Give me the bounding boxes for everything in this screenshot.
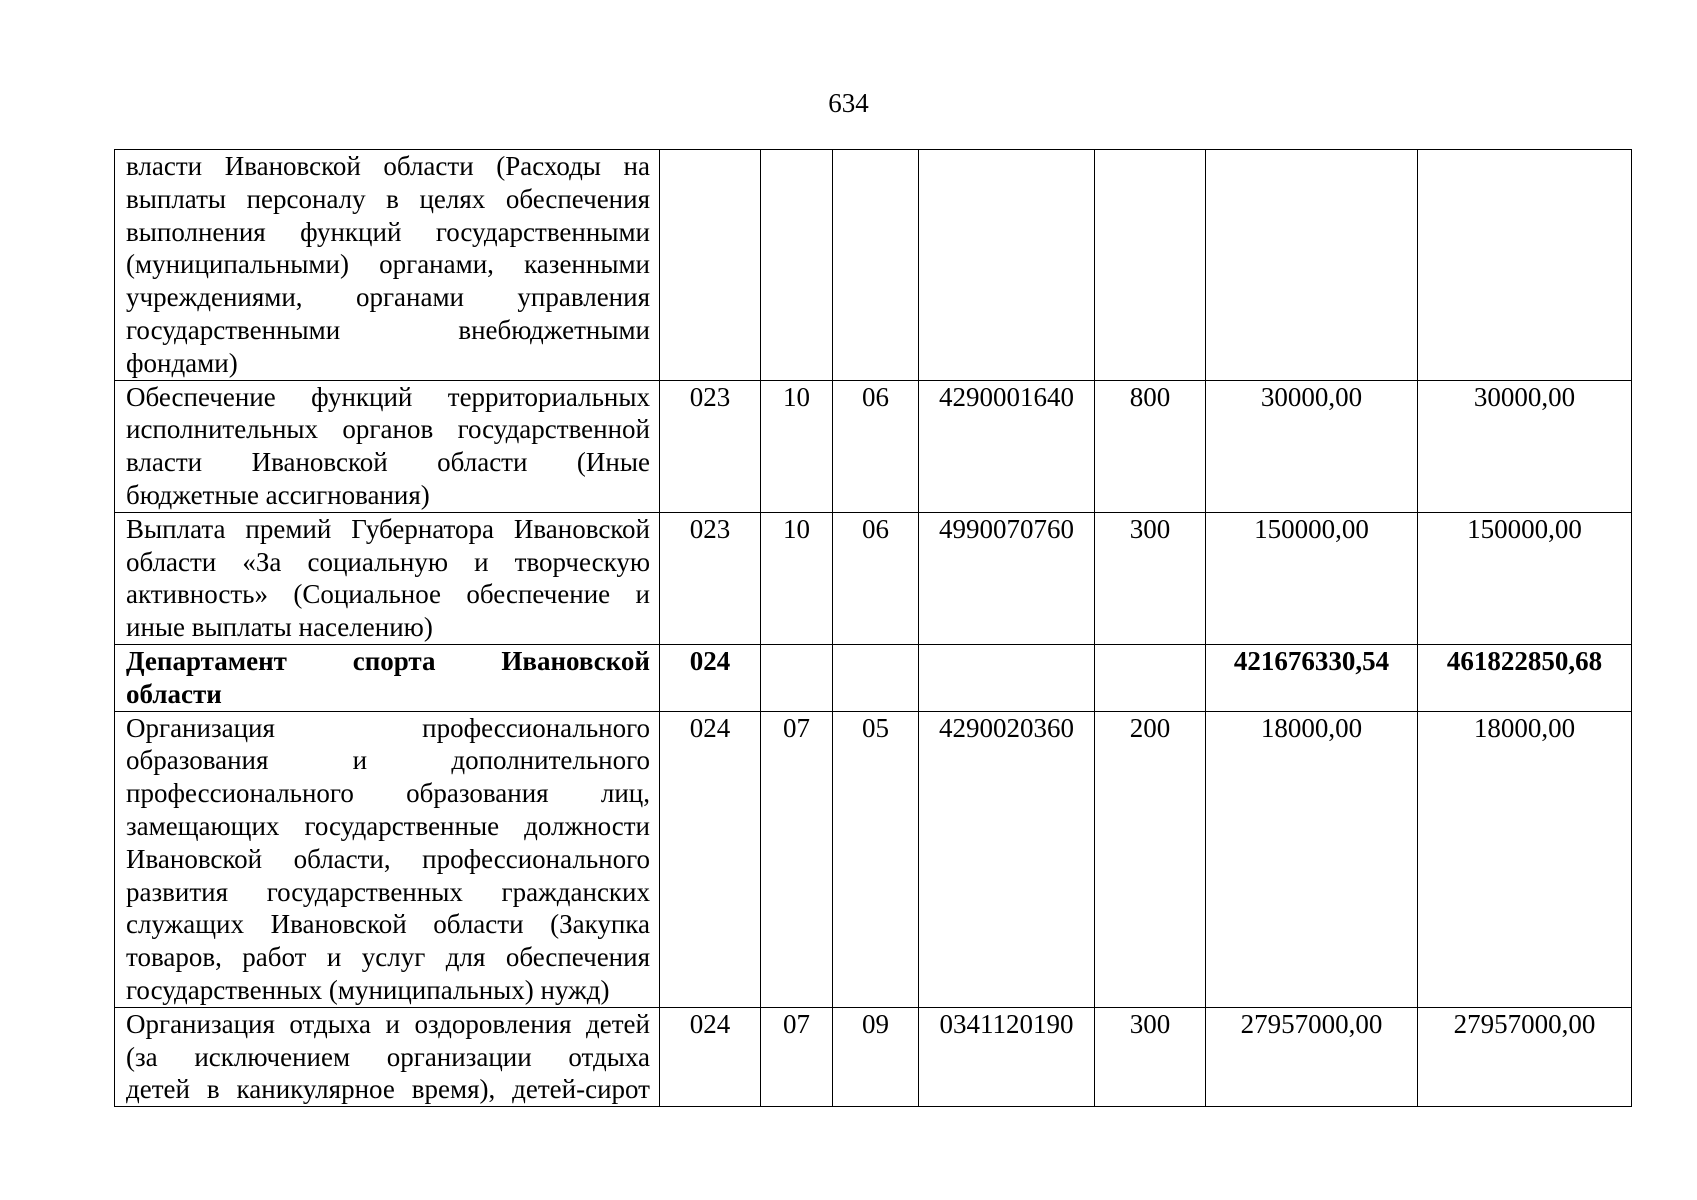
expense-type-cell: 300	[1095, 1007, 1206, 1106]
item-name-line: иные выплаты населению)	[126, 612, 433, 643]
item-name-line: выполнения функций государственными	[126, 216, 650, 247]
item-name-cell	[115, 1007, 660, 1106]
item-name-line: исполнительных органов государственной	[126, 414, 650, 445]
item-name-line: образования и дополнительного	[126, 745, 650, 776]
target-article-cell: 4990070760	[919, 512, 1095, 644]
amount-year1-cell: 421676330,54	[1206, 644, 1418, 711]
budget-table	[114, 149, 1632, 1107]
table-row	[115, 644, 1632, 711]
amount-year2-cell: 18000,00	[1418, 711, 1632, 1007]
item-name-line: товаров, работ и услуг для обеспечения	[126, 942, 650, 973]
item-name-cell	[115, 644, 660, 711]
target-article-cell	[919, 150, 1095, 381]
section-cell: 07	[761, 711, 833, 1007]
ministry-code-cell: 024	[660, 1007, 761, 1106]
item-name-line: власти Ивановской области (Иные	[126, 447, 650, 478]
amount-year1-cell: 30000,00	[1206, 380, 1418, 512]
target-article-cell	[919, 644, 1095, 711]
item-name-line: (муниципальными) органами, казенными	[126, 249, 650, 280]
subsection-cell	[833, 150, 919, 381]
section-cell: 10	[761, 512, 833, 644]
subsection-cell	[833, 644, 919, 711]
item-name-line: выплаты персоналу в целях обеспечения	[126, 183, 650, 214]
ministry-code-cell: 024	[660, 711, 761, 1007]
table-row	[115, 512, 1632, 644]
item-name-line: власти Ивановской области (Расходы на	[126, 151, 650, 181]
item-name-line: (за исключением организации отдыха	[126, 1041, 650, 1072]
table-row	[115, 1007, 1632, 1106]
item-name-line: Организация профессионального	[126, 712, 650, 743]
item-name-line: учреждениями, органами управления	[126, 282, 650, 313]
table-row	[115, 711, 1632, 1007]
item-name-line: области	[126, 678, 222, 709]
item-name-line: замещающих государственные должности	[126, 810, 650, 841]
expense-type-cell: 200	[1095, 711, 1206, 1007]
section-cell	[761, 150, 833, 381]
target-article-cell: 4290020360	[919, 711, 1095, 1007]
item-name-line: детей в каникулярное время), детей-сирот	[126, 1074, 650, 1105]
table-row	[115, 380, 1632, 512]
section-cell	[761, 644, 833, 711]
amount-year2-cell: 461822850,68	[1418, 644, 1632, 711]
amount-year1-cell	[1206, 150, 1418, 381]
ministry-code-cell: 023	[660, 512, 761, 644]
target-article-cell: 4290001640	[919, 380, 1095, 512]
item-name-line: бюджетные ассигнования)	[126, 479, 430, 510]
ministry-code-cell: 024	[660, 644, 761, 711]
subsection-cell: 09	[833, 1007, 919, 1106]
table-row	[115, 150, 1632, 381]
subsection-cell: 06	[833, 380, 919, 512]
ministry-code-cell	[660, 150, 761, 381]
target-article-cell: 0341120190	[919, 1007, 1095, 1106]
section-cell: 07	[761, 1007, 833, 1106]
item-name-cell	[115, 711, 660, 1007]
item-name-line: фондами)	[126, 347, 238, 378]
item-name-line: развития государственных гражданских	[126, 876, 650, 907]
page-number: 634	[828, 88, 869, 118]
expense-type-cell	[1095, 150, 1206, 381]
amount-year1-cell: 150000,00	[1206, 512, 1418, 644]
amount-year2-cell: 30000,00	[1418, 380, 1632, 512]
item-name-line: Ивановской области, профессионального	[126, 843, 650, 874]
subsection-cell: 05	[833, 711, 919, 1007]
item-name-cell	[115, 380, 660, 512]
item-name-line: Обеспечение функций территориальных	[126, 381, 650, 412]
item-name-line: Организация отдыха и оздоровления детей	[126, 1008, 650, 1039]
expense-type-cell: 300	[1095, 512, 1206, 644]
amount-year1-cell: 18000,00	[1206, 711, 1418, 1007]
amount-year2-cell: 150000,00	[1418, 512, 1632, 644]
amount-year2-cell	[1418, 150, 1632, 381]
expense-type-cell	[1095, 644, 1206, 711]
item-name-cell	[115, 150, 660, 381]
amount-year1-cell: 27957000,00	[1206, 1007, 1418, 1106]
item-name-line: государственными внебюджетными	[126, 314, 650, 345]
item-name-line: активность» (Социальное обеспечение и	[126, 579, 650, 610]
item-name-line: области «За социальную и творческую	[126, 546, 650, 577]
item-name-line: профессионального образования лиц,	[126, 778, 650, 809]
item-name-line: Выплата премий Губернатора Ивановской	[126, 513, 650, 544]
item-name-cell	[115, 512, 660, 644]
item-name-line: Департамент спорта Ивановской	[126, 645, 650, 676]
expense-type-cell: 800	[1095, 380, 1206, 512]
section-cell: 10	[761, 380, 833, 512]
ministry-code-cell: 023	[660, 380, 761, 512]
subsection-cell: 06	[833, 512, 919, 644]
item-name-line: служащих Ивановской области (Закупка	[126, 909, 650, 940]
item-name-line: государственных (муниципальных) нужд)	[126, 974, 610, 1005]
amount-year2-cell: 27957000,00	[1418, 1007, 1632, 1106]
table-body	[115, 150, 1632, 1107]
